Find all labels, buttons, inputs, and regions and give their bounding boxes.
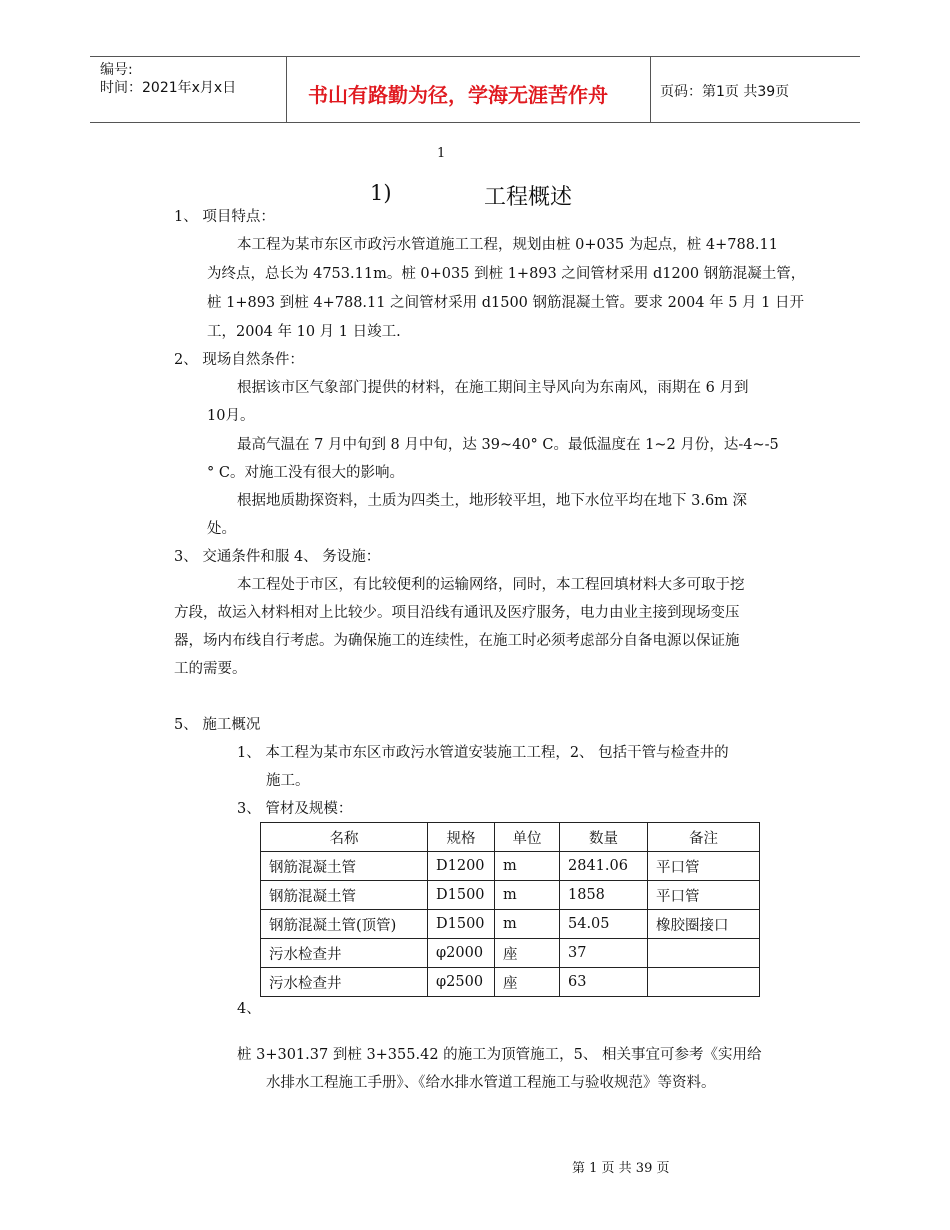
section-5-item-3: 3、 管材及规模：: [237, 801, 353, 817]
table-row: [261, 910, 760, 939]
table-cell: 钢筋混凝土管: [261, 852, 428, 881]
table-cell: [648, 939, 760, 968]
table-cell: m: [495, 910, 560, 939]
table-header-cell: 规格: [428, 823, 495, 852]
section-3-heading: 3、 交通条件和服 4、 务设施：: [174, 549, 381, 565]
section-2-heading: 2、 现场自然条件：: [174, 352, 304, 368]
table-cell: 座: [495, 939, 560, 968]
section-2-line-1: 根据该市区气象部门提供的材料，在施工期间主导风向为东南风，雨期在 6 月到: [237, 380, 749, 396]
section-3-line-2: 方段，故运入材料相对上比较少。项目沿线有通讯及医疗服务，电力由业主接到现场变压: [174, 605, 740, 621]
section-1-line-4: 工，2004 年 10 月 1 日竣工.: [207, 324, 401, 340]
table-cell: 钢筋混凝土管: [261, 881, 428, 910]
title-number: 1): [370, 181, 392, 205]
page-title: 工程概述: [484, 185, 573, 210]
table-cell: 座: [495, 968, 560, 997]
section-5-item-4: 4、: [237, 1001, 261, 1017]
header-divider-left: [286, 57, 287, 122]
header-page-info: 页码：第1页 共39页: [660, 84, 790, 100]
table-row: [261, 968, 760, 997]
table-cell: D1500: [428, 881, 495, 910]
section-1-heading: 1、 项目特点：: [174, 209, 275, 225]
header-divider-right: [650, 57, 651, 122]
section-5-item-1-cont: 施工。: [266, 773, 310, 789]
section-3-line-4: 工的需要。: [174, 661, 247, 677]
table-cell: 37: [560, 939, 648, 968]
section-2-line-2: 10月。: [207, 408, 255, 424]
section-5-final-line-2: 水排水工程施工手册》、《给水排水管道工程施工与验收规范》等资料。: [266, 1075, 716, 1091]
table-cell: D1200: [428, 852, 495, 881]
table-cell: 污水检查井: [261, 939, 428, 968]
table-cell: [648, 968, 760, 997]
header-id-label: 编号:: [100, 62, 133, 78]
section-5-heading: 5、 施工概况: [174, 717, 261, 733]
section-1-line-2: 为终点，总长为 4753.11m。桩 0+035 到桩 1+893 之间管材采用 d1200 钢筋混凝土管，: [207, 266, 806, 282]
header-motto: 书山有路勤为径，学海无涯苦作舟: [308, 83, 608, 107]
table-cell: φ2500: [428, 968, 495, 997]
table-cell: m: [495, 852, 560, 881]
section-5-item-1: 1、 本工程为某市东区市政污水管道安装施工工程，2、 包括干管与检查井的: [237, 745, 729, 761]
section-2-line-3: 最高气温在 7 月中旬到 8 月中旬，达 39~40° C。最低温度在 1~2 月份，达-4~-5: [237, 437, 779, 453]
footer-page-info: 第 1 页 共 39 页: [572, 1161, 670, 1176]
section-5-final-line-1: 桩 3+301.37 到桩 3+355.42 的施工为顶管施工，5、 相关事宜可参考《实用给: [237, 1047, 762, 1063]
table-cell: 63: [560, 968, 648, 997]
table-cell: m: [495, 881, 560, 910]
section-3-line-3: 器，场内布线自行考虑。为确保施工的连续性，在施工时必须考虑部分自备电源以保证施: [174, 633, 740, 649]
table-header-cell: 名称: [261, 823, 428, 852]
table-header-cell: 单位: [495, 823, 560, 852]
table-header-cell: 数量: [560, 823, 648, 852]
pipe-spec-table: [260, 822, 760, 997]
header-top-rule: [90, 56, 860, 57]
table-row: [261, 881, 760, 910]
section-2-line-5: 根据地质勘探资料，土质为四类土，地形较平坦，地下水位平均在地下 3.6m 深: [237, 493, 748, 509]
header-time-label: 时间：2021年x月x日: [100, 80, 237, 96]
table-cell: D1500: [428, 910, 495, 939]
section-2-line-4: ° C。对施工没有很大的影响。: [207, 465, 404, 481]
table-row: [261, 939, 760, 968]
page-number-top: 1: [437, 146, 446, 161]
table-cell: 2841.06: [560, 852, 648, 881]
table-cell: 平口管: [648, 881, 760, 910]
section-1-line-3: 桩 1+893 到桩 4+788.11 之间管材采用 d1500 钢筋混凝土管。要求 2004 年 5 月 1 日开: [207, 295, 805, 311]
table-row: [261, 852, 760, 881]
table-header-cell: 备注: [648, 823, 760, 852]
table-cell: 平口管: [648, 852, 760, 881]
section-3-line-1: 本工程处于市区，有比较便利的运输网络，同时，本工程回填材料大多可取于挖: [237, 577, 745, 593]
table-cell: φ2000: [428, 939, 495, 968]
table-header-row: [261, 823, 760, 852]
table-cell: 54.05: [560, 910, 648, 939]
header-bottom-rule: [90, 122, 860, 123]
table-cell: 1858: [560, 881, 648, 910]
table-cell: 污水检查井: [261, 968, 428, 997]
section-1-line-1: 本工程为某市东区市政污水管道施工工程，规划由桩 0+035 为起点，桩 4+788.11: [237, 237, 778, 253]
table-cell: 钢筋混凝土管(顶管): [261, 910, 428, 939]
section-2-line-6: 处。: [207, 521, 236, 537]
table-cell: 橡胶圈接口: [648, 910, 760, 939]
